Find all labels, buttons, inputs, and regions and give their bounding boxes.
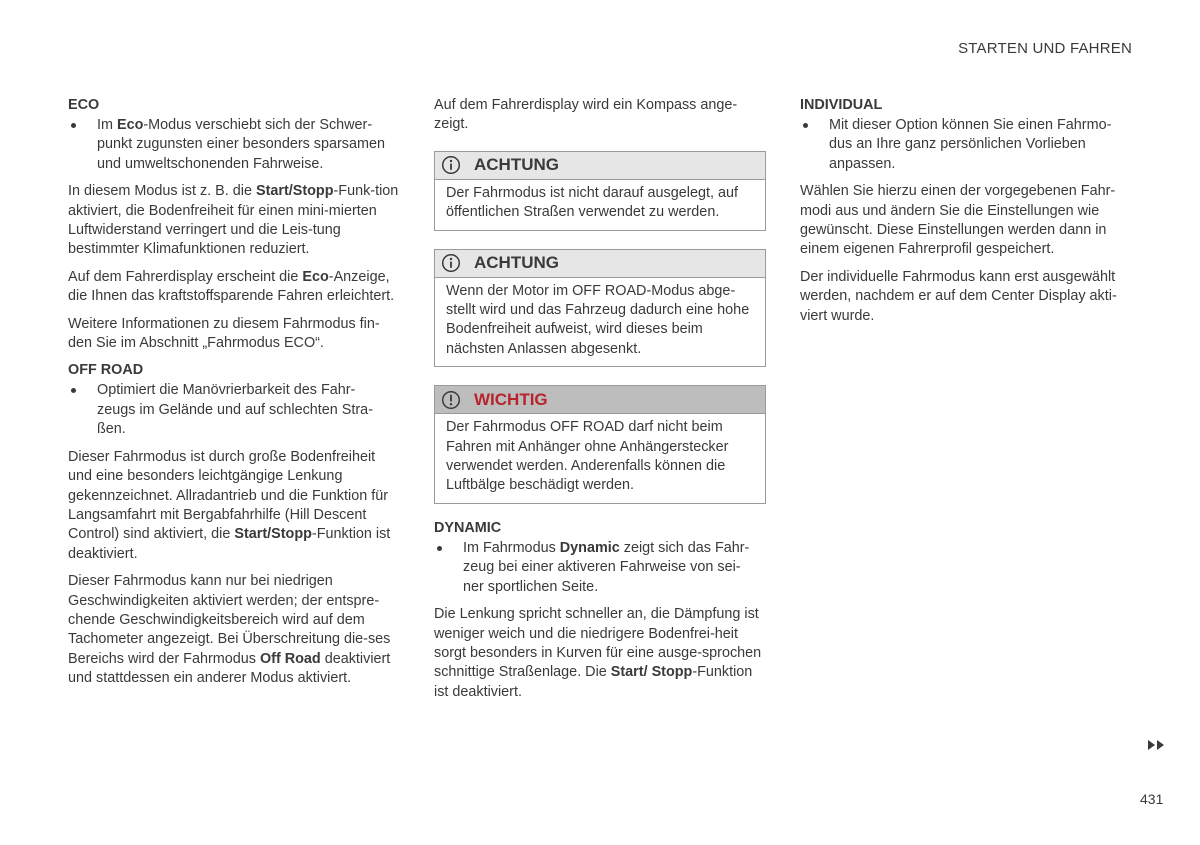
notice-box-achtung-2 <box>434 249 766 368</box>
list-item: Im Eco-Modus verschiebt sich der Schwer-punkt zugunsten einer besonders sparsamen und umweltschonenden Fahrweise. <box>68 116 400 174</box>
list-item: Im Fahrmodus Dynamic zeigt sich das Fahr-zeug bei einer aktiveren Fahrweise von sei-ner sportlichen Seite. <box>434 539 766 597</box>
notice-box-wichtig <box>434 385 766 504</box>
section-heading-off-road: OFF ROAD <box>68 362 144 379</box>
section-heading-individual: INDIVIDUAL <box>800 97 883 113</box>
double-triangle-right-icon <box>1148 737 1166 755</box>
notice-title: WICHTIG <box>474 389 548 409</box>
info-icon <box>441 155 461 175</box>
notice-text: Wenn der Motor im OFF ROAD-Modus abge-stellt wird und das Fahrzeug dadurch eine hohe Bodenfreiheit aufweist, wird dieses beim nächsten Anlassen abgesenkt. <box>446 282 750 357</box>
dynamic-list <box>434 539 766 597</box>
paragraph: Der individuelle Fahrmodus kann erst ausgewählt werden, nachdem er auf dem Center Display akti-viert wurde. <box>800 268 1117 324</box>
column-right <box>800 96 1132 334</box>
column-middle <box>434 96 766 710</box>
page-number: 431 <box>1140 791 1164 807</box>
paragraph: Dieser Fahrmodus kann nur bei niedrigen Geschwindigkeiten aktiviert werden; der entspre-chende Geschwindigkeitsbereich wird auf dem Tachometer angezeigt. Bei Überschreitung die-ses Bereichs wird der Fahrmodus Off Road deaktiviert und stattdessen ein anderer Modus aktiviert. <box>68 573 391 687</box>
column-left <box>68 96 400 697</box>
notice-text: Der Fahrmodus ist nicht darauf ausgelegt, auf öffentlichen Straßen verwendet zu werden. <box>446 184 738 221</box>
offroad-list <box>68 381 400 439</box>
notice-header <box>435 386 765 414</box>
section-heading-dynamic: DYNAMIC <box>434 519 502 536</box>
section-heading-eco: ECO <box>68 97 100 113</box>
paragraph: Dieser Fahrmodus ist durch große Bodenfreiheit und eine besonders leichtgängige Lenkung gekennzeichnet. Allradantrieb und die Funktion für Langsamfahrt mit Bergabfahrhilfe (Hill Descent Control) sind aktiviert, die Start/Stopp-Funktion ist deaktiviert. <box>68 448 391 562</box>
paragraph: Auf dem Fahrerdisplay wird ein Kompass ange-zeigt. <box>434 97 738 133</box>
notice-header <box>435 152 765 180</box>
notice-box-achtung-1 <box>434 151 766 231</box>
individual-list <box>800 116 1132 174</box>
paragraph: Weitere Informationen zu diesem Fahrmodus fin-den Sie im Abschnitt „Fahrmodus ECO“. <box>68 315 380 352</box>
notice-title: ACHTUNG <box>474 155 559 175</box>
eco-list <box>68 116 400 174</box>
list-item: Mit dieser Option können Sie einen Fahrmo-dus an Ihre ganz persönlichen Vorlieben anpassen. <box>800 116 1132 174</box>
paragraph: Wählen Sie hierzu einen der vorgegebenen Fahr-modi aus und ändern Sie die Einstellungen wie gewünscht. Diese Einstellungen werden dann in einem eigenen Fahrerprofil gespeichert. <box>800 183 1116 258</box>
paragraph: In diesem Modus ist z. B. die Start/Stopp-Funk-tion aktiviert, die Bodenfreiheit für einen mini-mierten Luftwiderstand verringert und die Leis-tung bestimmter Klimafunktionen reduziert. <box>68 183 399 258</box>
warning-icon <box>441 390 461 410</box>
paragraph: Auf dem Fahrerdisplay erscheint die Eco-Anzeige, die Ihnen das kraftstoffsparende Fahren erleichtert. <box>68 268 395 305</box>
chapter-title: STARTEN UND FAHREN <box>958 40 1132 57</box>
paragraph: Die Lenkung spricht schneller an, die Dämpfung ist weniger weich und die niedrigere Bodenfrei-heit sorgt besonders in Kurven für eine ausge-sprochen schnittige Straßenlage. Die Start/ Stopp-Funktion ist deaktiviert. <box>434 606 762 700</box>
info-icon <box>441 253 461 273</box>
notice-text: Der Fahrmodus OFF ROAD darf nicht beim Fahren mit Anhänger ohne Anhängerstecker verwendet werden. Anderenfalls können die Luftbälge beschädigt werden. <box>446 419 729 494</box>
notice-title: ACHTUNG <box>474 253 559 273</box>
list-item: Optimiert die Manövrierbarkeit des Fahr-zeugs im Gelände und auf schlechten Stra-ßen. <box>68 381 400 439</box>
notice-header <box>435 250 765 278</box>
